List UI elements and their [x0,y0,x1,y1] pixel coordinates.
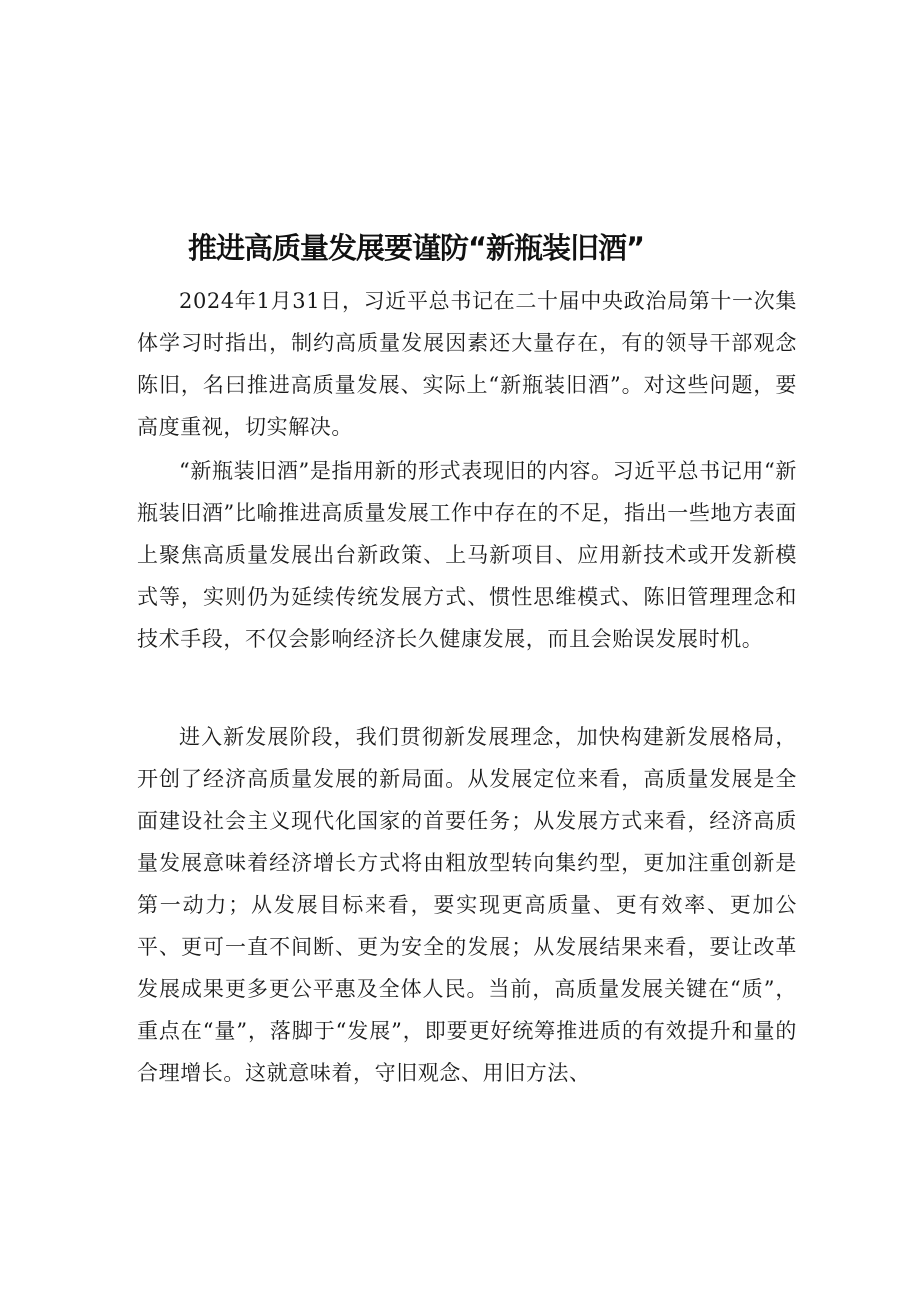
document-title: 推进高质量发展要谨防“新瓶装旧酒” [188,231,645,265]
paragraph-2: “新瓶装旧酒”是指用新的形式表现旧的内容。习近平总书记用“新瓶装旧酒”比喻推进高质量发展工作中存在的不足，指出一些地方表面上聚焦高质量发展出台新政策、上马新项目、应用新技术或开发新模式等，实则仍为延续传统发展方式、惯性思维模式、陈旧管理理念和技术手段，不仅会影响经济长久健康发展，而且会贻误发展时机。 [137,459,797,651]
paragraph-1: 2024年1月31日，习近平总书记在二十届中央政治局第十一次集体学习时指出，制约高质量发展因素还大量存在，有的领导干部观念陈旧，名曰推进高质量发展、实际上“新瓶装旧酒”。对这些问题，要高度重视，切实解决。 [137,289,797,439]
paragraph-3: 进入新发展阶段，我们贯彻新发展理念，加快构建新发展格局，开创了经济高质量发展的新局面。从发展定位来看，高质量发展是全面建设社会主义现代化国家的首要任务；从发展方式来看，经济高质量发展意味着经济增长方式将由粗放型转向集约型，更加注重创新是第一动力；从发展目标来看，要实现更高质量、更有效率、更加公平、更可一直不间断、更为安全的发展；从发展结果来看，要让改革发展成果更多更公平惠及全体人民。当前，高质量发展关键在“质”，重点在“量”，落脚于“发展”，即要更好统筹推进质的有效提升和量的合理增长。这就意味着，守旧观念、用旧方法、 [137,725,797,1085]
